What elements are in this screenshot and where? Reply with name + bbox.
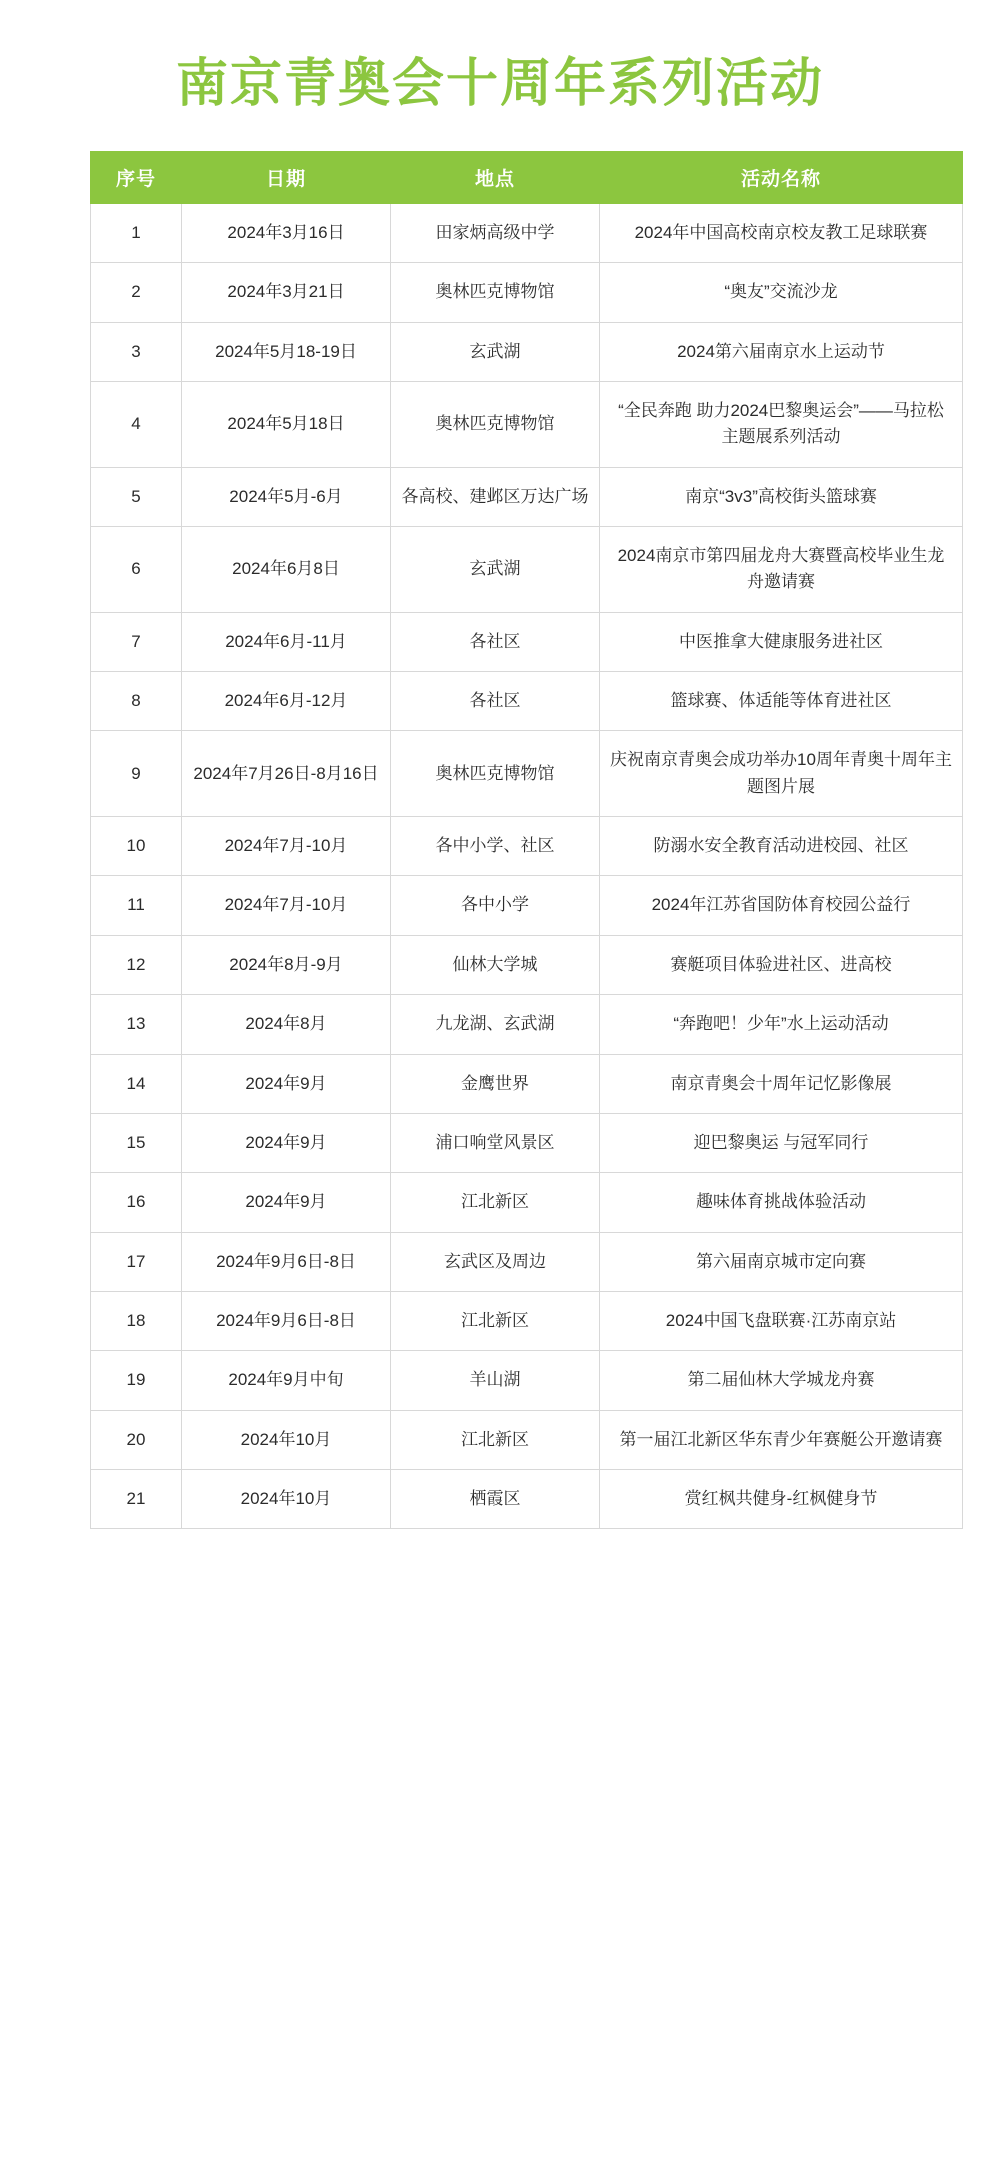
cell-place-text: 各社区 (469, 631, 521, 651)
cell-date-text: 2024年10月 (240, 1429, 332, 1449)
cell-no (91, 995, 182, 1054)
cell-place-text: 奥林匹克博物馆 (435, 282, 555, 302)
cell-no (91, 1410, 182, 1469)
page-title: 南京青奥会十周年系列活动 (175, 55, 824, 113)
cell-activity-name (600, 204, 963, 263)
cell-no-text: 5 (131, 486, 141, 506)
cell-date (182, 1232, 391, 1291)
cell-date-text: 2024年5月-6月 (229, 486, 343, 506)
cell-activity-name (600, 1291, 963, 1350)
cell-date (182, 672, 391, 731)
cell-place (391, 1351, 600, 1410)
cell-place (391, 935, 600, 994)
cell-place-text: 浦口响堂风景区 (435, 1132, 555, 1152)
cell-no (91, 935, 182, 994)
cell-place-text: 各中小学、社区 (435, 836, 555, 856)
cell-activity-name (600, 876, 963, 935)
table-row (91, 1410, 963, 1469)
cell-activity-name (600, 1232, 963, 1291)
cell-place-text: 奥林匹克博物馆 (435, 414, 555, 434)
cell-activity-name (600, 995, 963, 1054)
cell-no-text: 9 (131, 763, 141, 783)
cell-no (91, 612, 182, 671)
table-header (91, 152, 963, 204)
cell-place (391, 1173, 600, 1232)
cell-date (182, 1113, 391, 1172)
cell-activity-name (600, 1173, 963, 1232)
cell-no (91, 672, 182, 731)
cell-no (91, 1113, 182, 1172)
table-row (91, 527, 963, 613)
cell-activity-name-text: 第二届仙林大学城龙舟赛 (687, 1370, 875, 1390)
cell-date (182, 382, 391, 468)
cell-activity-name-text: 2024年江苏省国防体育校园公益行 (651, 895, 911, 915)
cell-date (182, 935, 391, 994)
cell-place-text: 江北新区 (461, 1429, 529, 1449)
cell-no (91, 876, 182, 935)
cell-place (391, 1291, 600, 1350)
cell-date-text: 2024年9月6日-8日 (216, 1310, 356, 1330)
cell-date (182, 1469, 391, 1528)
table-row (91, 1173, 963, 1232)
cell-place (391, 1469, 600, 1528)
table-row (91, 817, 963, 876)
cell-no (91, 1469, 182, 1528)
cell-no-text: 7 (131, 631, 141, 651)
cell-date-text: 2024年6月8日 (232, 559, 340, 579)
cell-place-text: 奥林匹克博物馆 (435, 763, 555, 783)
table-row (91, 1351, 963, 1410)
cell-activity-name-text: 迎巴黎奥运 与冠军同行 (693, 1132, 869, 1152)
cell-place-text: 各中小学 (461, 895, 529, 915)
cell-activity-name-text: 中医推拿大健康服务进社区 (679, 631, 883, 651)
cell-no (91, 1291, 182, 1350)
cell-date (182, 1291, 391, 1350)
cell-date (182, 527, 391, 613)
cell-no (91, 204, 182, 263)
cell-no (91, 731, 182, 817)
cell-no (91, 817, 182, 876)
cell-place-text: 仙林大学城 (452, 954, 538, 974)
cell-no-text: 6 (131, 559, 141, 579)
cell-no-text: 4 (131, 414, 141, 434)
cell-activity-name-text: 防溺水安全教育活动进校园、社区 (653, 836, 909, 856)
cell-date (182, 467, 391, 526)
cell-activity-name (600, 817, 963, 876)
table-row (91, 263, 963, 322)
table-row (91, 1113, 963, 1172)
cell-activity-name (600, 382, 963, 468)
cell-date-text: 2024年5月18日 (227, 414, 345, 434)
cell-activity-name-text: 2024年中国高校南京校友教工足球联赛 (634, 223, 928, 242)
table-row (91, 1232, 963, 1291)
table-row (91, 382, 963, 468)
cell-place-text: 各社区 (469, 691, 521, 711)
cell-activity-name-text: 2024第六届南京水上运动节 (677, 341, 885, 361)
cell-date (182, 263, 391, 322)
cell-place-text: 羊山湖 (469, 1370, 521, 1390)
cell-date-text: 2024年5月18-19日 (215, 341, 357, 361)
cell-place (391, 467, 600, 526)
cell-place-text: 各高校、建邺区万达广场 (401, 486, 589, 506)
column-header-date: 日期 (182, 152, 391, 204)
cell-activity-name-text: 南京青奥会十周年记忆影像展 (670, 1073, 892, 1093)
table-row (91, 995, 963, 1054)
cell-date-text: 2024年7月-10月 (224, 836, 348, 856)
cell-place (391, 1410, 600, 1469)
table-row (91, 322, 963, 381)
cell-date (182, 204, 391, 263)
cell-no-text: 21 (126, 1488, 146, 1508)
cell-activity-name-text: “奔跑吧！少年”水上运动活动 (673, 1014, 889, 1034)
table-row (91, 204, 963, 263)
cell-activity-name (600, 1469, 963, 1528)
cell-date (182, 876, 391, 935)
cell-activity-name (600, 731, 963, 817)
cell-place (391, 817, 600, 876)
cell-date (182, 1410, 391, 1469)
cell-place (391, 382, 600, 468)
cell-date-text: 2024年3月21日 (227, 282, 345, 302)
cell-activity-name (600, 1351, 963, 1410)
cell-no (91, 527, 182, 613)
table-header-row (91, 152, 963, 204)
cell-date (182, 995, 391, 1054)
cell-date (182, 817, 391, 876)
cell-activity-name-text: “全民奔跑 助力2024巴黎奥运会”——马拉松主题展系列活动 (618, 401, 944, 447)
cell-no-text: 3 (131, 341, 141, 361)
cell-date-text: 2024年7月26日-8月16日 (193, 763, 379, 783)
cell-activity-name-text: 庆祝南京青奥会成功举办10周年青奥十周年主题图片展 (610, 750, 952, 796)
cell-no (91, 263, 182, 322)
cell-no (91, 322, 182, 381)
cell-date-text: 2024年9月6日-8日 (216, 1251, 356, 1271)
cell-place-text: 九龙湖、玄武湖 (435, 1014, 555, 1034)
cell-activity-name (600, 263, 963, 322)
cell-activity-name-text: 赛艇项目体验进社区、进高校 (670, 954, 892, 974)
cell-date-text: 2024年9月中旬 (228, 1370, 344, 1390)
cell-place (391, 672, 600, 731)
cell-place (391, 527, 600, 613)
cell-place (391, 612, 600, 671)
cell-no (91, 382, 182, 468)
cell-date-text: 2024年8月 (245, 1014, 327, 1034)
cell-activity-name-text: 南京“3v3”高校街头篮球赛 (685, 486, 877, 506)
table-row (91, 672, 963, 731)
table-row (91, 876, 963, 935)
table-row (91, 1054, 963, 1113)
cell-no (91, 467, 182, 526)
cell-no-text: 13 (126, 1014, 146, 1034)
cell-place (391, 1054, 600, 1113)
cell-place-text: 江北新区 (461, 1310, 529, 1330)
cell-place (391, 322, 600, 381)
cell-activity-name (600, 612, 963, 671)
cell-date (182, 612, 391, 671)
cell-activity-name-text: 赏红枫共健身-红枫健身节 (684, 1488, 878, 1508)
cell-date (182, 1054, 391, 1113)
cell-place (391, 1232, 600, 1291)
cell-activity-name-text: 第六届南京城市定向赛 (696, 1251, 866, 1271)
cell-place-text: 玄武湖 (469, 341, 521, 361)
cell-date (182, 1351, 391, 1410)
cell-activity-name-text: 篮球赛、体适能等体育进社区 (670, 691, 892, 711)
cell-no (91, 1232, 182, 1291)
cell-no-text: 12 (126, 954, 146, 974)
cell-place (391, 731, 600, 817)
cell-place (391, 263, 600, 322)
cell-activity-name-text: 2024南京市第四届龙舟大赛暨高校毕业生龙舟邀请赛 (617, 546, 945, 592)
cell-place-text: 田家炳高级中学 (435, 223, 555, 242)
cell-date-text: 2024年8月-9月 (229, 954, 343, 974)
cell-date (182, 1173, 391, 1232)
cell-activity-name-text: “奥友”交流沙龙 (724, 282, 838, 302)
cell-activity-name (600, 1113, 963, 1172)
cell-activity-name (600, 935, 963, 994)
table-row (91, 1469, 963, 1528)
cell-activity-name (600, 1410, 963, 1469)
cell-no-text: 17 (126, 1251, 146, 1271)
cell-no-text: 10 (126, 836, 146, 856)
cell-no-text: 20 (126, 1429, 146, 1449)
cell-date-text: 2024年9月 (245, 1132, 327, 1152)
cell-no-text: 1 (131, 223, 141, 242)
cell-date (182, 731, 391, 817)
cell-no-text: 18 (126, 1310, 146, 1330)
column-header-no: 序号 (91, 152, 182, 204)
cell-no-text: 19 (126, 1370, 146, 1390)
cell-place-text: 栖霞区 (469, 1488, 521, 1508)
cell-date (182, 322, 391, 381)
cell-no-text: 11 (127, 895, 145, 915)
column-header-activity: 活动名称 (600, 152, 963, 204)
cell-place (391, 204, 600, 263)
cell-activity-name (600, 322, 963, 381)
cell-date-text: 2024年10月 (240, 1488, 332, 1508)
table-row (91, 731, 963, 817)
cell-no (91, 1351, 182, 1410)
cell-place-text: 玄武湖 (469, 559, 521, 579)
table-row (91, 935, 963, 994)
cell-activity-name-text: 第一届江北新区华东青少年赛艇公开邀请赛 (619, 1429, 943, 1449)
cell-no (91, 1054, 182, 1113)
cell-date-text: 2024年7月-10月 (224, 895, 348, 915)
cell-place (391, 1113, 600, 1172)
cell-place-text: 江北新区 (461, 1192, 529, 1212)
cell-no-text: 16 (126, 1192, 146, 1212)
cell-date-text: 2024年9月 (245, 1073, 327, 1093)
cell-date-text: 2024年9月 (245, 1192, 327, 1212)
cell-date-text: 2024年6月-12月 (224, 691, 348, 711)
cell-activity-name (600, 527, 963, 613)
cell-place-text: 金鹰世界 (461, 1073, 529, 1093)
cell-activity-name (600, 672, 963, 731)
cell-no-text: 2 (131, 282, 141, 302)
cell-activity-name-text: 2024中国飞盘联赛·江苏南京站 (665, 1310, 897, 1330)
table-row (91, 1291, 963, 1350)
table-row (91, 612, 963, 671)
cell-no (91, 1173, 182, 1232)
schedule-table (90, 151, 963, 1529)
table-body (91, 204, 963, 1529)
schedule-table-wrapper (90, 151, 952, 1529)
cell-date-text: 2024年6月-11月 (225, 631, 347, 651)
table-row (91, 467, 963, 526)
cell-place (391, 995, 600, 1054)
cell-no-text: 14 (126, 1073, 146, 1093)
cell-date-text: 2024年3月16日 (227, 223, 345, 242)
cell-activity-name (600, 467, 963, 526)
column-header-place: 地点 (391, 152, 600, 204)
cell-no-text: 8 (131, 691, 141, 711)
cell-activity-name-text: 趣味体育挑战体验活动 (696, 1192, 866, 1212)
cell-activity-name (600, 1054, 963, 1113)
cell-place-text: 玄武区及周边 (444, 1251, 546, 1271)
cell-no-text: 15 (126, 1132, 146, 1152)
cell-place (391, 876, 600, 935)
